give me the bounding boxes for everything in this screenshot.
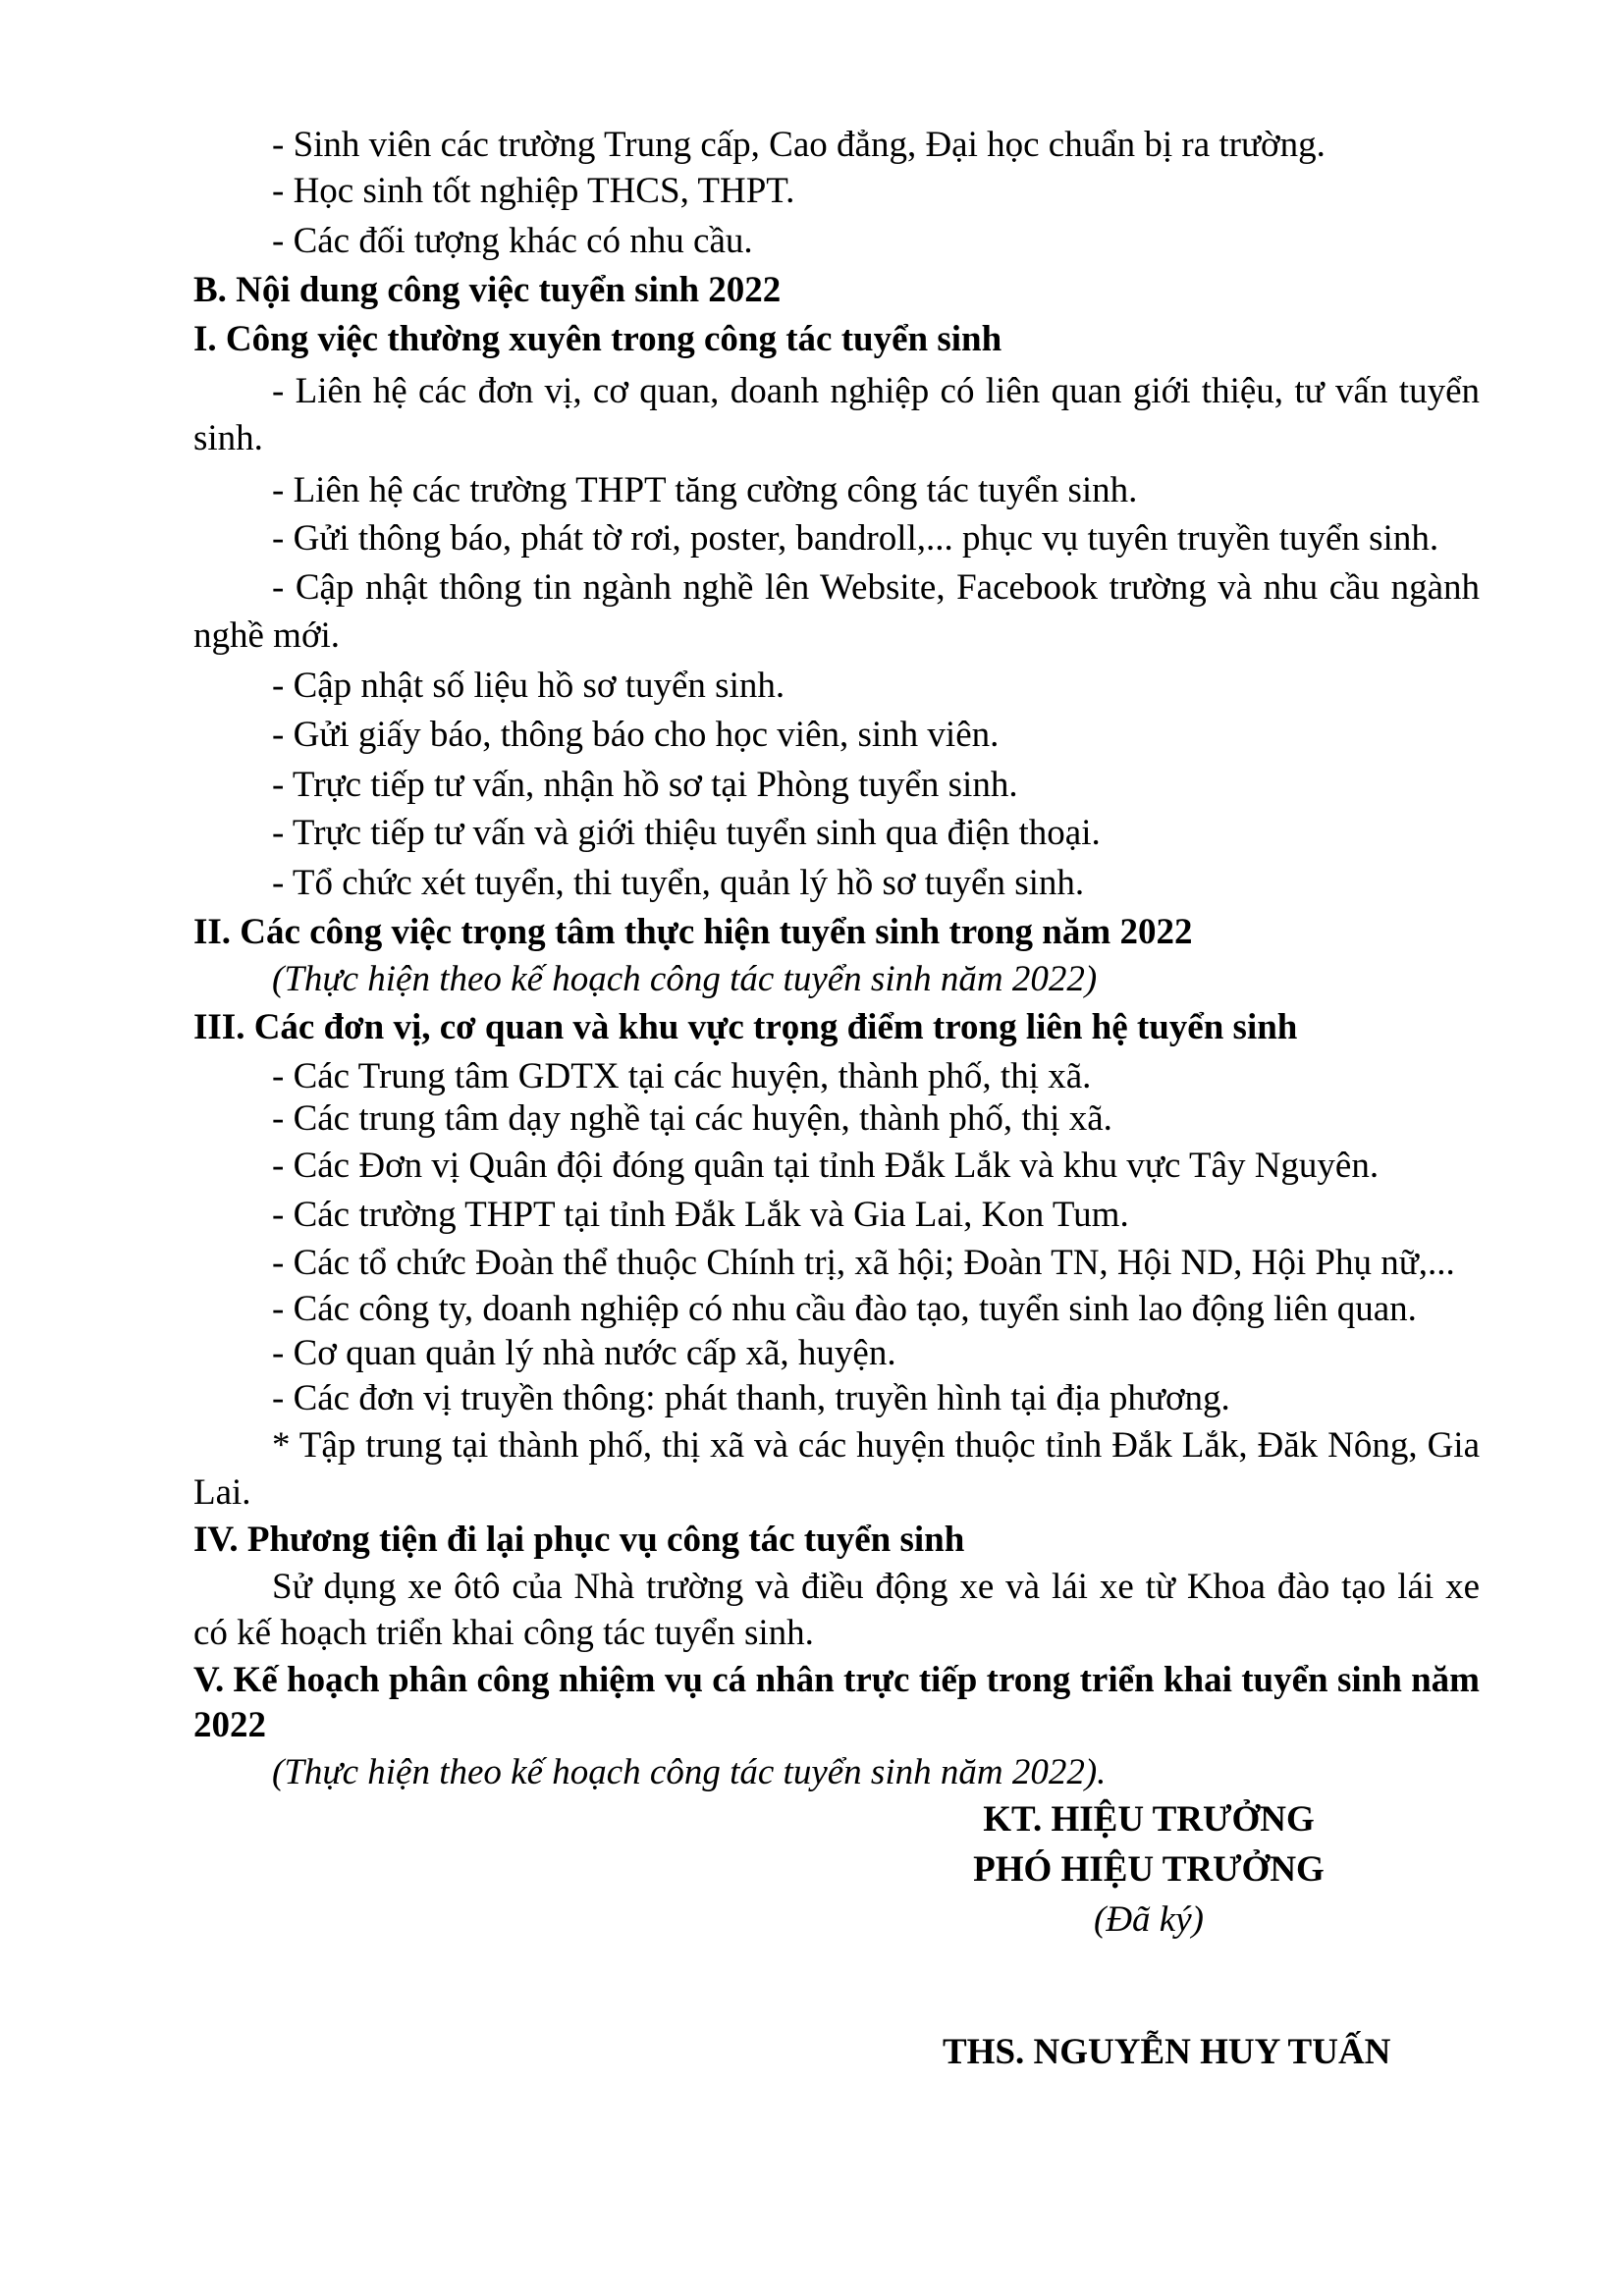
section-3-item: - Các công ty, doanh nghiệp có nhu cầu đào tạo, tuyển sinh lao động liên quan.: [272, 1289, 1417, 1329]
section-3-item: - Các tổ chức Đoàn thể thuộc Chính trị, xã hội; Đoàn TN, Hội ND, Hội Phụ nữ,...: [272, 1243, 1455, 1283]
section-2-heading: II. Các công việc trọng tâm thực hiện tuyển sinh trong năm 2022: [193, 912, 1193, 952]
section-3-focus-continuation: Lai.: [193, 1472, 251, 1513]
section-4-heading: IV. Phương tiện đi lại phục vụ công tác tuyển sinh: [193, 1520, 965, 1560]
section-3-focus: * Tập trung tại thành phố, thị xã và các huyện thuộc tỉnh Đắk Lắk, Đăk Nông, Gia: [272, 1425, 1480, 1466]
section-1-item: - Tổ chức xét tuyển, thi tuyển, quản lý hồ sơ tuyển sinh.: [272, 863, 1085, 903]
intro-item: - Các đối tượng khác có nhu cầu.: [272, 221, 753, 261]
section-3-heading: III. Các đơn vị, cơ quan và khu vực trọng điểm trong liên hệ tuyển sinh: [193, 1007, 1298, 1047]
section-4-text: Sử dụng xe ôtô của Nhà trường và điều động xe và lái xe từ Khoa đào tạo lái xe: [272, 1567, 1480, 1607]
section-1-item: - Liên hệ các đơn vị, cơ quan, doanh nghiệp có liên quan giới thiệu, tư vấn tuyển: [272, 371, 1480, 411]
section-3-item: - Các đơn vị truyền thông: phát thanh, truyền hình tại địa phương.: [272, 1378, 1230, 1418]
intro-item: - Sinh viên các trường Trung cấp, Cao đẳng, Đại học chuẩn bị ra trường.: [272, 125, 1326, 165]
section-2-note: (Thực hiện theo kế hoạch công tác tuyển sinh năm 2022): [272, 959, 1098, 999]
section-5-heading: V. Kế hoạch phân công nhiệm vụ cá nhân trực tiếp trong triển khai tuyển sinh năm: [193, 1660, 1480, 1700]
section-3-item: - Các Trung tâm GDTX tại các huyện, thành phố, thị xã.: [272, 1056, 1092, 1096]
section-1-item: - Cập nhật số liệu hồ sơ tuyển sinh.: [272, 666, 785, 706]
section-5-heading-continuation: 2022: [193, 1705, 266, 1745]
section-5-note: (Thực hiện theo kế hoạch công tác tuyển sinh năm 2022).: [272, 1752, 1107, 1792]
section-1-item: - Trực tiếp tư vấn, nhận hồ sơ tại Phòng tuyển sinh.: [272, 765, 1018, 805]
section-3-item: - Các Đơn vị Quân đội đóng quân tại tỉnh Đắk Lắk và khu vực Tây Nguyên.: [272, 1146, 1380, 1186]
section-1-item: - Liên hệ các trường THPT tăng cường công tác tuyển sinh.: [272, 470, 1138, 510]
section-4-text-continuation: có kế hoạch triển khai công tác tuyển sinh.: [193, 1613, 814, 1653]
signatory-name: THS. NGUYỄN HUY TUẤN: [943, 2032, 1391, 2072]
section-3-item: - Cơ quan quản lý nhà nước cấp xã, huyện.: [272, 1333, 896, 1373]
section-1-item: - Trực tiếp tư vấn và giới thiệu tuyển sinh qua điện thoại.: [272, 813, 1101, 853]
signature-status: (Đã ký): [1094, 1899, 1204, 1940]
section-1-item-continuation: nghề mới.: [193, 615, 341, 656]
section-1-heading: I. Công việc thường xuyên trong công tác tuyển sinh: [193, 319, 1002, 359]
section-3-item: - Các trung tâm dạy nghề tại các huyện, thành phố, thị xã.: [272, 1098, 1112, 1139]
section-b-heading: B. Nội dung công việc tuyển sinh 2022: [193, 270, 782, 310]
section-1-item-continuation: sinh.: [193, 418, 263, 458]
section-1-item: - Gửi giấy báo, thông báo cho học viên, sinh viên.: [272, 715, 1000, 755]
section-1-item: - Gửi thông báo, phát tờ rơi, poster, bandroll,... phục vụ tuyên truyền tuyển sinh.: [272, 518, 1439, 559]
section-1-item: - Cập nhật thông tin ngành nghề lên Website, Facebook trường và nhu cầu ngành: [272, 567, 1480, 608]
signature-position: PHÓ HIỆU TRƯỞNG: [973, 1849, 1325, 1890]
signature-title: KT. HIỆU TRƯỞNG: [983, 1799, 1315, 1840]
section-3-item: - Các trường THPT tại tỉnh Đắk Lắk và Gia Lai, Kon Tum.: [272, 1195, 1129, 1235]
intro-item: - Học sinh tốt nghiệp THCS, THPT.: [272, 171, 795, 211]
